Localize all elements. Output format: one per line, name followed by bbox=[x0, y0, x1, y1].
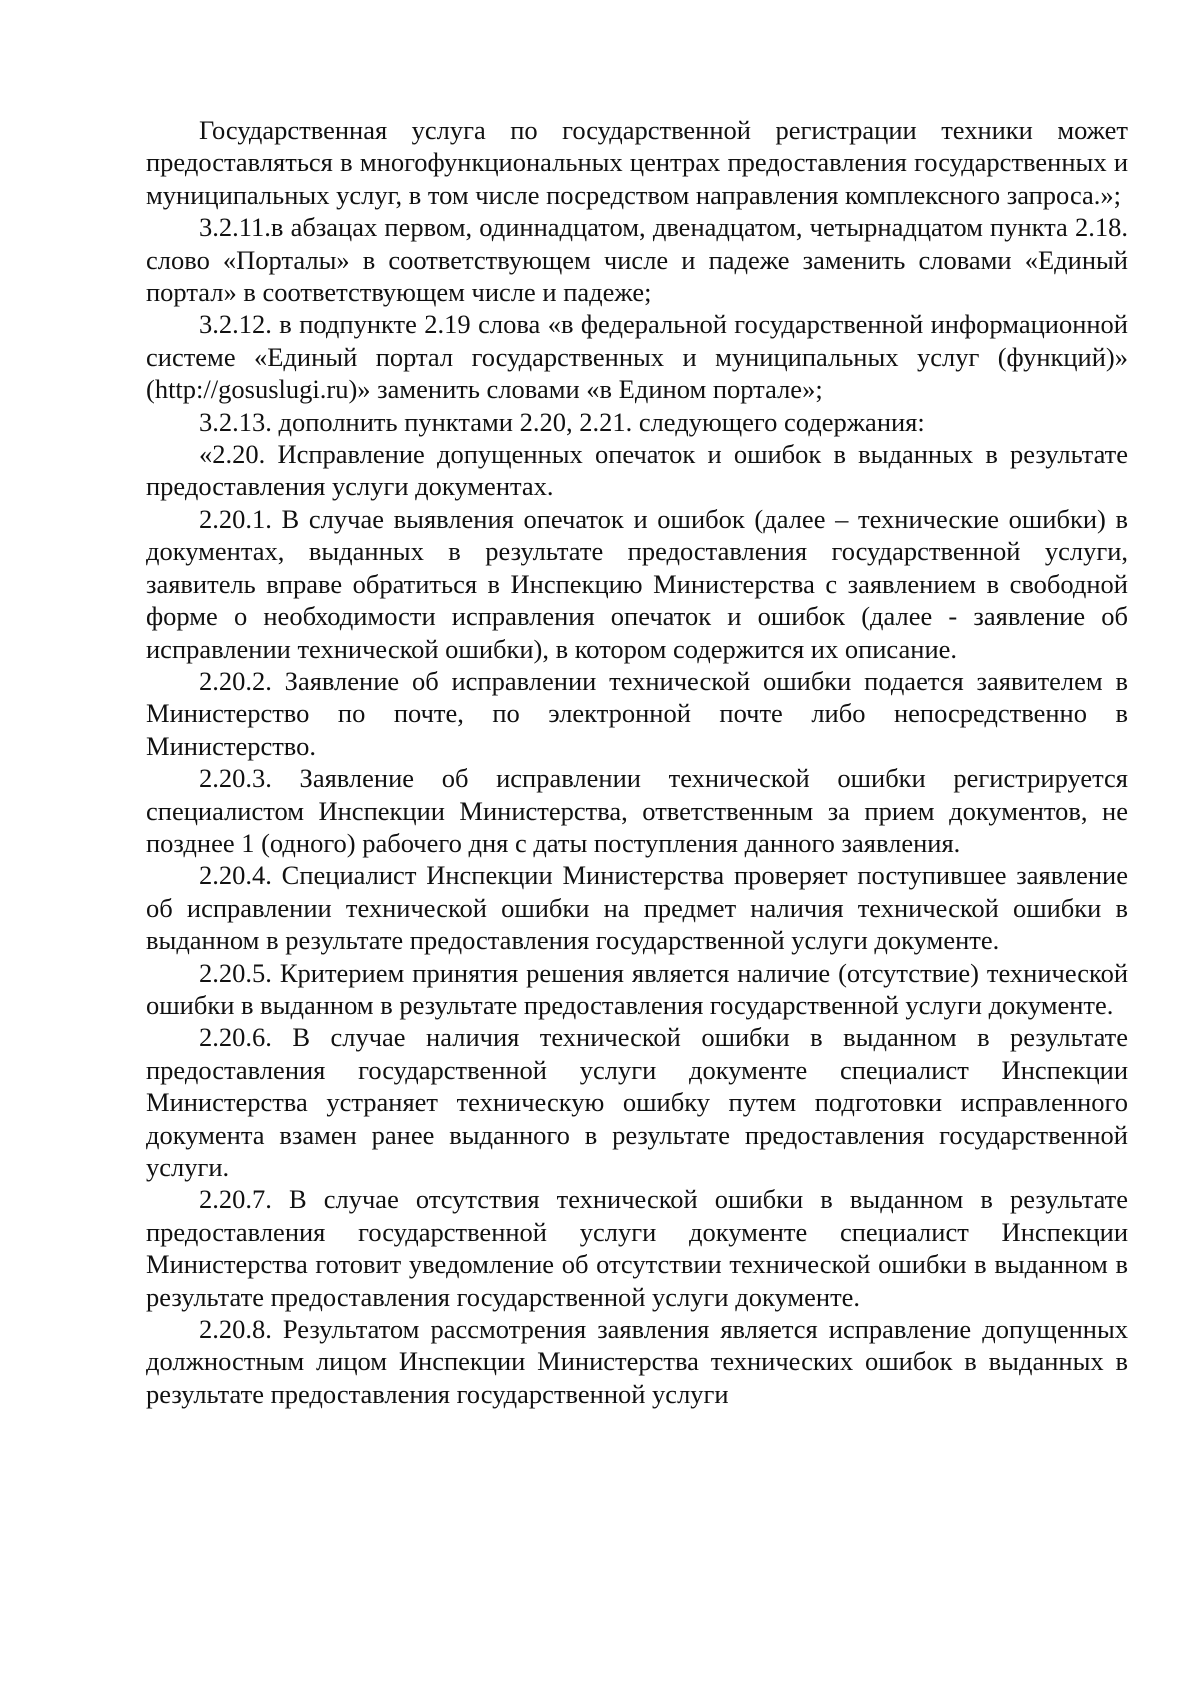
paragraph-3-2-11: 3.2.11.в абзацах первом, одиннадцатом, двенадцатом, четырнадцатом пункта 2.18. слово «Порталы» в соответствующем числе и падеже заменить словами «Единый портал» в соответствующем числе и падеже; bbox=[146, 212, 1128, 308]
paragraph-2-20-6: 2.20.6. В случае наличия технической ошибки в выданном в результате предоставления государственной услуги документе специалист Инспекции Министерства устраняет техническую ошибку путем подготовки исправленного документа взамен ранее выданного в результате предоставления государственной услуги. bbox=[146, 1022, 1128, 1182]
paragraph-2-20-7: 2.20.7. В случае отсутствия технической ошибки в выданном в результате предоставления государственной услуги документе специалист Инспекции Министерства готовит уведомление об отсутствии технической ошибки в выданном в результате предоставления государственной услуги документе. bbox=[146, 1184, 1128, 1312]
paragraph-2-20-1: 2.20.1. В случае выявления опечаток и ошибок (далее – технические ошибки) в документах, выданных в результате предоставления государственной услуги, заявитель вправе обратиться в Инспекцию Министерства с заявлением в свободной форме о необходимости исправления опечаток и ошибок (далее - заявление об исправлении технической ошибки), в котором содержится их описание. bbox=[146, 503, 1128, 664]
paragraph-2-20-4: 2.20.4. Специалист Инспекции Министерства проверяет поступившее заявление об исправлении технической ошибки на предмет наличия технической ошибки в выданном в результате предоставления государственной услуги документе. bbox=[146, 860, 1128, 956]
paragraph-3-2-13: 3.2.13. дополнить пунктами 2.20, 2.21. следующего содержания: bbox=[199, 406, 925, 437]
paragraph-2-20-3: 2.20.3. Заявление об исправлении технической ошибки регистрируется специалистом Инспекции Министерства, ответственным за прием документов, не позднее 1 (одного) рабочего дня с даты поступления данного заявления. bbox=[146, 763, 1128, 858]
paragraph-3-2-12: 3.2.12. в подпункте 2.19 слова «в федеральной государственной информационной системе «Единый портал государственных и муниципальных услуг (функций)» (http://gosuslugi.ru)» заменить словами «в Едином портале»; bbox=[146, 309, 1128, 405]
paragraph-2-20: «2.20. Исправление допущенных опечаток и ошибок в выданных в результате предоставления услуги документах. bbox=[146, 439, 1128, 502]
paragraph-2-20-8: 2.20.8. Результатом рассмотрения заявления является исправление допущенных должностным лицом Инспекции Министерства технических ошибок в выданных в результате предоставления государственной услуги bbox=[146, 1314, 1128, 1409]
paragraph-2-20-2: 2.20.2. Заявление об исправлении технической ошибки подается заявителем в Министерство по почте, по электронной почте либо непосредственно в Министерство. bbox=[146, 665, 1128, 761]
paragraph-2-20-5: 2.20.5. Критерием принятия решения является наличие (отсутствие) технической ошибки в выданном в результате предоставления государственной услуги документе. bbox=[146, 957, 1128, 1020]
paragraph-service-mfc: Государственная услуга по государственной регистрации техники может предоставляться в многофункциональных центрах предоставления государственных и муниципальных услуг, в том числе посредством направления комплексного запроса.»; bbox=[146, 115, 1128, 210]
document-body bbox=[146, 114, 1128, 1410]
